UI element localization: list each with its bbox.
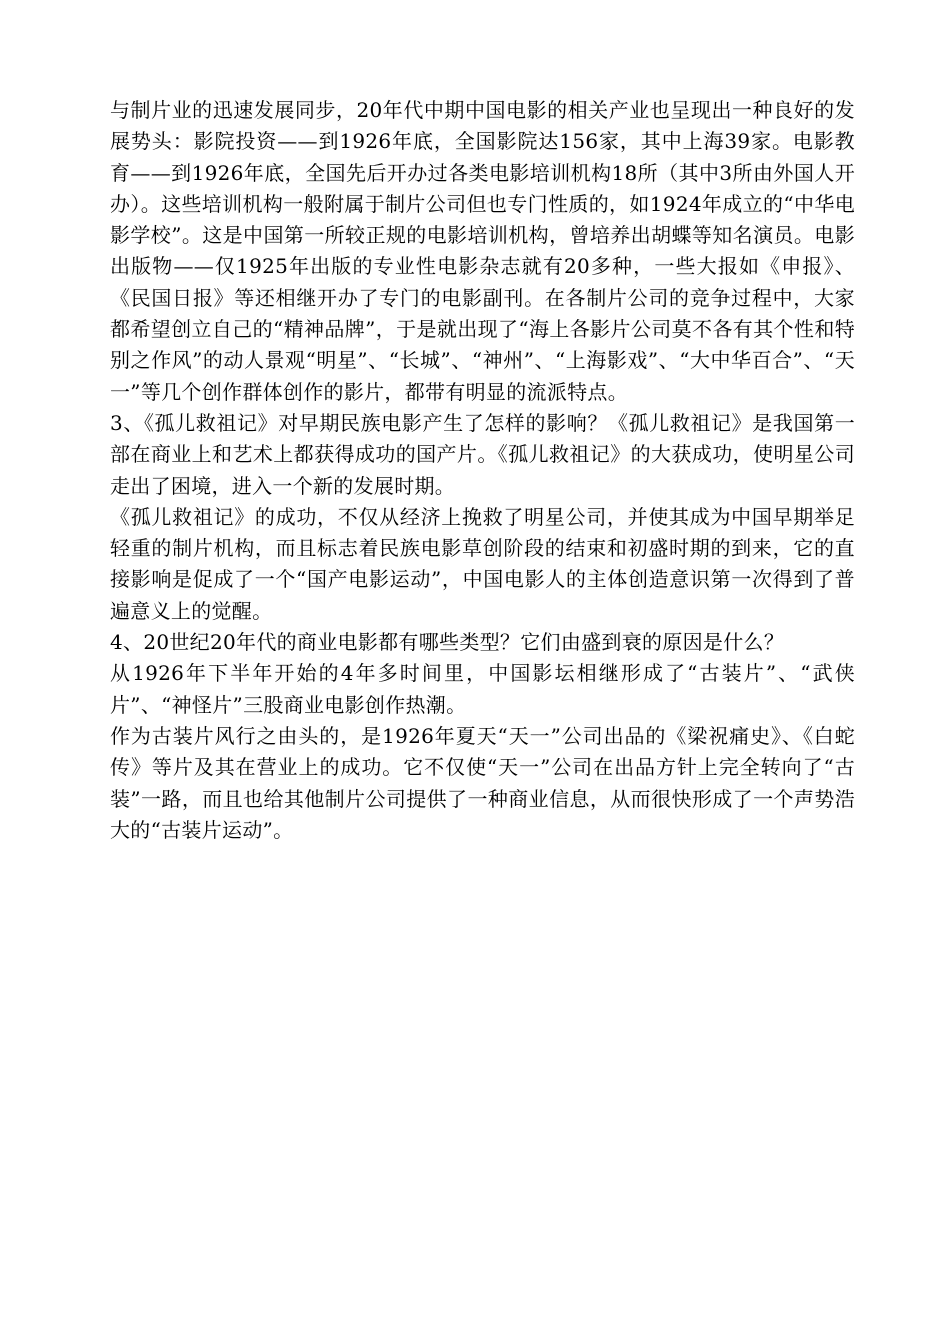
paragraph-three-genres: 从1926年下半年开始的4年多时间里，中国影坛相继形成了“古装片”、“武侠片”、“神怪片”三股商业电影创作热潮。 bbox=[110, 661, 855, 717]
paragraph-costume-film: 作为古装片风行之由头的，是1926年夏天“天一”公司出品的《梁祝痛史》、《白蛇传》等片及其在营业上的成功。它不仅使“天一”公司在出品方针上完全转向了“古装”一路，而且也给其他制片公司提供了一种商业信息，从而很快形成了一个声势浩大的“古装片运动”。 bbox=[110, 723, 855, 842]
paragraph-question-4: 4、20世纪20年代的商业电影都有哪些类型？它们由盛到衰的原因是什么？ bbox=[110, 630, 785, 655]
paragraph-question-3: 3、《孤儿救祖记》对早期民族电影产生了怎样的影响？《孤儿救祖记》是我国第一部在商业上和艺术上都获得成功的国产片。《孤儿救祖记》的大获成功，使明星公司走出了困境，进入一个新的发展时期。 bbox=[110, 410, 855, 498]
paragraph-orphan-success: 《孤儿救祖记》的成功，不仅从经济上挽救了明星公司，并使其成为中国早期举足轻重的制片机构，而且标志着民族电影草创阶段的结束和初盛时期的到来，它的直接影响是促成了一个“国产电影运动”，中国电影人的主体创造意识第一次得到了普遍意义上的觉醒。 bbox=[110, 504, 855, 623]
document-body bbox=[110, 95, 855, 846]
paragraph-related-industries: 与制片业的迅速发展同步，20年代中期中国电影的相关产业也呈现出一种良好的发展势头：影院投资——到1926年底，全国影院达156家，其中上海39家。电影教育——到1926年底，全国先后开办过各类电影培训机构18所（其中3所由外国人开办）。这些培训机构一般附属于制片公司但也专门性质的，如1924年成立的“中华电影学校”。这是中国第一所较正规的电影培训机构，曾培养出胡蝶等知名演员。电影出版物——仅1925年出版的专业性电影杂志就有20多种，一些大报如《申报》、《民国日报》等还相继开办了专门的电影副刊。在各制片公司的竞争过程中，大家都希望创立自己的“精神品牌”，于是就出现了“海上各影片公司莫不各有其个性和特别之作风”的动人景观“明星”、“长城”、“神州”、“上海影戏”、“大中华百合”、“天一”等几个创作群体创作的影片，都带有明显的流派特点。 bbox=[110, 98, 855, 404]
